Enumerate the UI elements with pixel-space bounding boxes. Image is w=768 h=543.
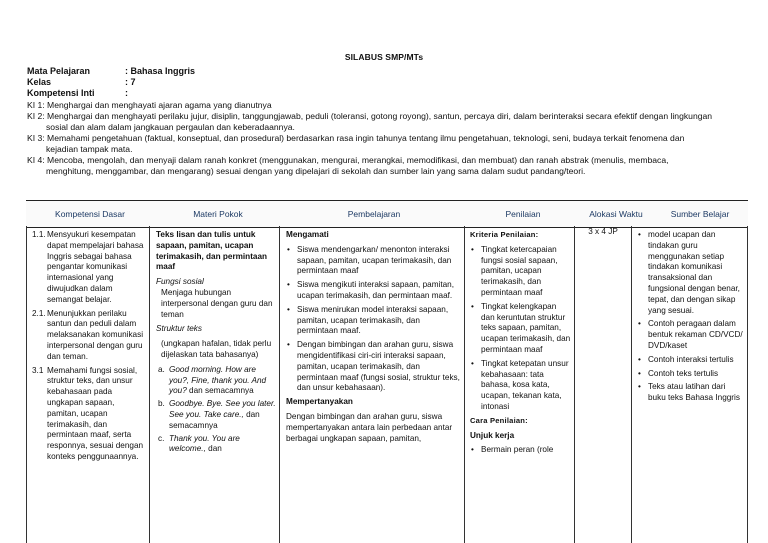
bullet-icon: • [471,445,474,455]
header-pembelajaran: Pembelajaran [347,209,401,219]
column-sumber-belajar [637,230,743,407]
list-item [286,340,462,394]
header-sumber-belajar: Sumber Belajar [670,209,730,219]
list-item [470,445,572,456]
list-item [286,245,462,277]
unjuk-kerja-label: Unjuk kerja [470,430,515,440]
list-item-text: Contoh peragaan dalam bentuk rekaman CD/VCD/ DVD/kaset [648,319,743,350]
column-divider [279,226,280,543]
list-item-text: Bermain peran (role [481,445,554,455]
list-item [286,280,462,302]
example-item [156,365,276,397]
kd-item [32,366,146,463]
column-penilaian [470,230,572,459]
header-kompetensi-dasar: Kompetensi Dasar [55,209,125,219]
meta-label: Kelas [27,77,52,87]
ki-line: KI 4: Mencoba, mengolah, dan menyaji dalam ranah konkret (menggunakan, mengurai, merangkai, memodifikasi, dan membuat) dan ranah abstrak (menulis, membaca, [27,155,669,165]
bullet-icon: • [471,301,474,311]
meta-value: : 7 [125,77,136,87]
example-letter: a. [158,364,165,374]
bullet-icon: • [638,368,641,378]
example-suffix: dan semacamnya [186,386,254,396]
list-item [470,245,572,299]
column-divider [26,226,27,543]
header-materi-pokok: Materi Pokok [193,209,243,219]
example-item [156,434,276,456]
list-item-text: Siswa menirukan model interaksi sapaan, pamitan, ucapan terimakasih, dan permintaan maaf. [297,304,449,336]
example-letter: b. [158,399,165,409]
column-divider [631,226,632,543]
table-header-row [26,200,748,228]
ki-line-continued: sosial dan alam dalam jangkauan pergaulan dan keberadaannya. [46,122,295,132]
meta-row-class [27,77,195,88]
example-expression: Goodbye. Bye. See you later. See you. Take care., [169,399,276,419]
list-item-text: Tingkat ketepatan unsur kebahasaan: tata bahasa, kosa kata, ucapan, tekanan kata, intonasi [481,358,569,411]
list-item-text: Siswa mengikuti interaksi sapaan, pamitan, ucapan terimakasih, dan permintaan maaf. [297,280,455,300]
list-item [637,369,743,380]
ki-line-continued: menghitung, menggambar, dan mengarang) sesuai dengan yang dipelajari di sekolah dan sumber lain yang sama dalam sudut pandang/teori. [46,166,586,176]
bullet-icon: • [287,340,290,350]
ki-item [27,100,747,111]
core-competency-list [27,100,747,177]
ki-line-continued: kejadian tampak mata. [46,144,133,154]
kd-number: 1.1. [32,230,46,239]
ki-line: KI 2: Menghargai dan menghayati perilaku jujur, disiplin, tanggungjawab, peduli (toleransi, gotong royong), santun, percaya diri, dalam berinteraksi secara efektif dengan lingkungan [27,111,713,121]
list-item [286,305,462,337]
meta-row-core-competency [27,88,195,99]
list-item [637,355,743,366]
list-item-text: Teks atau latihan dari buku teks Bahasa Inggris [648,382,740,403]
column-divider [149,226,150,543]
list-item-text: Tingkat ketercapaian fungsi sosial sapaan, pamitan, ucapan terimakasih, dan permintaan maaf [481,244,558,297]
ki-item [27,111,747,133]
mengamati-list [286,245,462,394]
meta-label: Mata Pelajaran [27,66,91,76]
header-penilaian: Penilaian [505,209,541,219]
kd-item [32,230,146,306]
meta-value: : [125,88,128,98]
list-item-text: Contoh interaksi tertulis [648,354,734,364]
mengamati-label: Mengamati [286,230,329,239]
struktur-teks-label: Struktur teks [156,324,202,334]
list-item [637,319,743,351]
kriteria-list [470,245,572,413]
mempertanyakan-text: Dengan bimbingan dan arahan guru, siswa mempertanyakan antara lain perbedaan antar berbagai ungkapan sapaan, pamitan, [286,411,453,443]
bullet-icon: • [471,358,474,368]
column-divider [464,226,465,543]
materi-heading: Teks lisan dan tulis untuk sapaan, pamitan, ucapan terimakasih, dan permintaan maaf [156,230,268,272]
bullet-icon: • [471,244,474,254]
ki-line: KI 3: Memahami pengetahuan (faktual, konseptual, dan prosedural) berdasarkan rasa ingin tahunya tentang ilmu pengetahuan, teknologi, seni, budaya terkait fenomena dan [27,133,685,143]
example-expression: Thank you. You are welcome., [169,433,240,454]
syllabus-table [26,200,748,543]
example-expression: Good morning. How are you?, Fine, thank you. And you? [169,364,267,396]
bullet-icon: • [638,382,641,392]
list-item [637,382,743,404]
kd-text: Menunjukkan perilaku santun dan peduli dalam melaksanakan komunikasi interpersonal dengan guru dan teman. [47,308,144,361]
bullet-icon: • [287,244,290,254]
mempertanyakan-label: Mempertanyakan [286,397,353,407]
column-divider [574,226,575,543]
kd-number: 3.1 [32,365,44,375]
sumber-belajar-list [637,230,743,404]
bullet-icon: • [287,304,290,314]
document-title: SILABUS SMP/MTs [344,52,424,62]
column-kompetensi-dasar [32,230,146,466]
list-item-text: Dengan bimbingan dan arahan guru, siswa mengidentifikasi ciri-ciri interaksi sapaan, pamitan, ucapan terimakasih, dan permintaan maaf (fungsi sosial, struktur teks, dan unsur kebahasaan). [297,340,460,393]
example-suffix: dan [205,444,222,454]
fungsi-sosial-label: Fungsi sosial [156,277,204,287]
kriteria-penilaian-label: Kriteria Penilaian: [470,230,539,239]
column-materi-pokok [156,230,276,457]
list-item [637,230,743,316]
unjuk-kerja-list [470,445,572,456]
list-item-text: model ucapan dan tindakan guru menggunakan setiap tindakan komunikasi transaksional dan fungsional dengan benar, tepat, dan dengan sikap yang sesuai. [648,230,740,315]
kd-item [32,309,146,363]
ki-line: KI 1: Menghargai dan menghayati ajaran agama yang dianutnya [27,100,272,110]
meta-row-subject [27,66,195,77]
struktur-teks-text: (ungkapan hafalan, tidak perlu dijelaskan tata bahasanya) [161,339,272,359]
meta-block [27,66,195,99]
bullet-icon: • [638,319,641,329]
bullet-icon: • [287,280,290,290]
header-alokasi-waktu: Alokasi Waktu [589,209,643,219]
bullet-icon: • [638,354,641,364]
example-suffix: dan semacamnya [169,409,260,430]
meta-value: : Bahasa Inggris [125,66,196,76]
list-item-text: Siswa mendengarkan/ menonton interaksi sapaan, pamitan, ucapan terimakasih, dan permintaan maaf [297,244,452,276]
column-pembelajaran [286,230,462,444]
list-item-text: Tingkat kelengkapan dan keruntutan struktur teks sapaan, pamitan, ucapan terimakasih, dan permintaan maaf [481,301,571,354]
example-item [156,399,276,431]
meta-label: Kompetensi Inti [27,88,95,98]
fungsi-sosial-text: Menjaga hubungan interpersonal dengan guru dan teman [161,287,273,319]
list-item [470,359,572,413]
list-item-text: Contoh teks tertulis [648,368,719,378]
example-letter: c. [158,433,165,443]
kd-text: Mensyukuri kesempatan dapat mempelajari bahasa Inggris sebagai bahasa pengantar komunikasi internasional yang diwujudkan dalam semangat belajar. [47,230,144,304]
column-divider [747,226,748,543]
ki-item [27,133,747,155]
kd-text: Memahami fungsi sosial, struktur teks, dan unsur kebahasaan pada ungkapan sapaan, pamitan, ucapan terimakasih, dan permintaan maaf, serta responnya, sesuai dengan konteks penggunaannya. [47,365,144,461]
ki-item [27,155,747,177]
list-item [470,302,572,356]
alokasi-waktu-value: 3 x 4 JP [588,227,618,236]
column-alokasi-waktu [577,227,629,238]
cara-penilaian-label: Cara Penilaian: [470,415,528,425]
kd-number: 2.1. [32,308,46,318]
bullet-icon: • [638,230,641,239]
